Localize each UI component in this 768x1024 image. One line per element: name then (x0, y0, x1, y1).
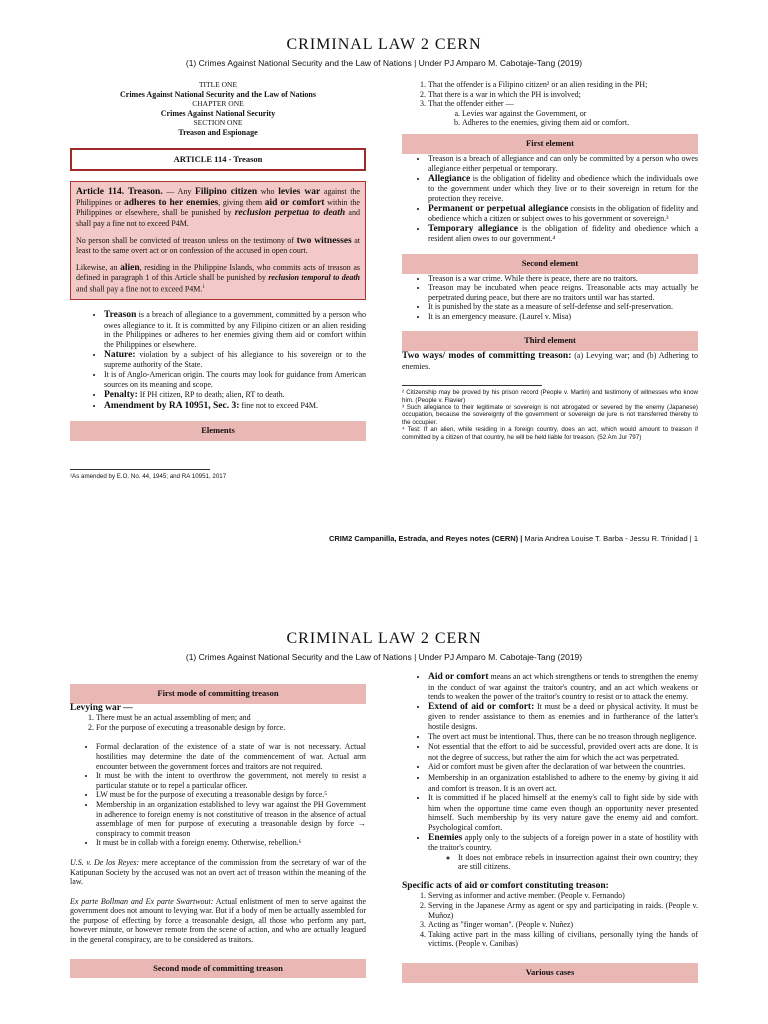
article-emph: adheres to her enemies (124, 197, 219, 208)
list-item: ◦ It does not embrace rebels in insurrection against their own country; they are still citizens. (458, 853, 698, 872)
enemies-sublist (428, 853, 698, 872)
chapter-one-name: Crimes Against National Security (160, 108, 276, 118)
bullet-bold: Nature: (104, 349, 136, 360)
list-item (104, 401, 366, 412)
sub-elements-list (428, 109, 698, 128)
bullet-text: means an act which strengthens or tends to strengthen the enemy in the conduct of war against the traitor's country, and an act which weakens or tends to weaken the power of the traitor's country to resist or to attack the enemy. (428, 672, 699, 702)
list-item: • Formal declaration of the existence of a state of war is not necessary. Actual hostilities may determine the date of the commencement of war. Actual arm encounter between the government forces and traitors are not required. (96, 742, 366, 771)
footnote-divider (70, 469, 210, 470)
page2-left-column (70, 684, 366, 978)
bullet-text: It must be a deed or physical activity. It must be given to render assistance to them as enemies and in furtherance of the latter's hostile designs. (428, 701, 698, 731)
elements-band: Elements (70, 421, 366, 441)
bullet-bold: Temporary allegiance (428, 223, 518, 234)
bullet-text: It is of Anglo-American origin. The courts may look for guidance from American sources on its meaning and scope. (104, 369, 366, 390)
chapter-one-label: CHAPTER ONE (192, 99, 244, 109)
bullet-bold: Aid or comfort (428, 672, 489, 682)
list-item (428, 672, 698, 702)
list-item (428, 174, 698, 204)
levying-war-bullets (70, 742, 366, 848)
page-title: CRIMINAL LAW 2 CERN (286, 630, 482, 647)
modes-text: (a) Levying war; and (b) Adhering to enemies. (402, 351, 698, 371)
list-item (104, 310, 366, 349)
list-item: • It is an emergency measure. (Laurel v. Misa) (428, 312, 698, 322)
article-paragraph-3 (76, 263, 360, 294)
list-item: • It is punished by the state as a measure of self-defense and self-preservation. (428, 302, 698, 312)
list-item: a. Levies war against the Government, or (462, 109, 698, 119)
bullet-bold: Amendment by RA 10951, Sec. 3: (104, 400, 240, 411)
list-item: 2. That there is a war in which the PH is involved; (428, 90, 698, 100)
list-item: • Treason is a war crime. While there is peace, there are no traitors. (428, 274, 698, 284)
third-element-text (402, 351, 698, 371)
list-item: 2. Serving in the Japanese Army as agent or spy and participating in raids. (People v. Muñoz) (428, 901, 698, 920)
article-box: ARTICLE 114 - Treason (70, 148, 366, 172)
first-element-band: First element (402, 134, 698, 154)
bullet-text: Treason is a breach of allegiance and can only be committed by a person who owes allegiance either perpetual or temporary. (428, 153, 698, 174)
article-emph: Filipino citizen (195, 187, 258, 198)
article-emph: reclusion perpetua to death (234, 208, 346, 219)
bullet-bold: Allegiance (428, 173, 471, 184)
bullet-bold: Extend of aid or comfort: (428, 701, 535, 712)
page-footer (280, 534, 698, 543)
footer-text: Maria Andrea Louise T. Barba - Jessu R. Trinidad | 1 (522, 534, 698, 543)
list-item: 1. There must be an actual assembling of men; and (96, 713, 366, 723)
levying-war-heading: Levying war — (70, 702, 133, 713)
list-item (104, 370, 366, 390)
bullet-text: The overt act must be intentional. Thus, there can be no treason through negligence. (428, 731, 697, 741)
case-de-los-reyes (70, 858, 366, 887)
article-text: No person shall be convicted of treason unless on the testimony of (76, 235, 297, 245)
bullet-text: is the obligation of fidelity and obedience which a resident alien owes to our government.⁴ (428, 223, 698, 244)
article-emph: two witnesses (296, 235, 352, 246)
second-mode-band: Second mode of committing treason (70, 959, 366, 979)
footnote-3: ³ Such allegiance to their legitimate or sovereign is not abrogated or severed by the enemy (Japanese) occupation, because the sovereignty of the government or sovereign de jure is not transferred thereby to the occupier. (402, 404, 698, 426)
levying-war-list (70, 713, 366, 732)
page-subtitle: (1) Crimes Against National Security and the Law of Nations | Under PJ Amparo M. Cabotaje-Tang (2019) (185, 58, 583, 68)
page-subtitle: (1) Crimes Against National Security and the Law of Nations | Under PJ Amparo M. Cabotaje-Tang (2019) (185, 652, 583, 662)
title-one-label: TITLE ONE (198, 80, 238, 89)
case-name: U.S. v. De los Reyes: (70, 857, 140, 867)
list-item (428, 204, 698, 224)
article-paragraph-2 (76, 236, 360, 256)
footnote-1: ¹As amended by E.O. No. 44, 1945; and RA 10951, 2017 (70, 472, 227, 480)
list-item (428, 732, 698, 743)
aid-comfort-bullets (402, 672, 698, 872)
footnote-4: ⁴ Test: If an alien, while residing in a foreign country, does an act, which would amount to treason if committed by a citizen of that country, he will be held liable for treason. (52 Am Jur 797) (402, 426, 698, 441)
list-item: • Treason may be incubated when peace reigns. Treasonable acts may actually be perpetrated during peace, but there are no traitors until war has started. (428, 283, 698, 302)
list-item (428, 793, 698, 832)
list-item (428, 833, 698, 872)
article-emph: levies war (278, 187, 321, 198)
list-item: • Membership in an organization established to levy war against the PH Government in adherence to foreign enemy is not constitutive of treason in the absence of actual assemblage of men for purpose of executing a treasonable design by force → conspiracy to commit treason (96, 800, 366, 838)
footer-bold: CRIM2 Campanilla, Estrada, and Reyes notes (CERN) | (328, 534, 523, 543)
list-item (428, 154, 698, 174)
list-item: 1. That the offender is a Filipino citizen² or an alien residing in the PH; (428, 80, 698, 90)
article-text-box (70, 181, 366, 300)
modes-label: Two ways/ modes of committing treason: (402, 351, 572, 362)
list-item: 1. Serving as informer and active member. (People v. Fernando) (428, 891, 698, 901)
page-gap (0, 560, 768, 618)
bullet-text: violation by a subject of his allegiance to his sovereign or to the supreme authority of the State. (104, 349, 366, 370)
list-item (428, 702, 698, 732)
page-2 (0, 618, 768, 1024)
article-text: at least to the same overt act or on confession of the accused in open court. (76, 235, 361, 256)
article-text: — Any (162, 187, 196, 197)
article-emph: alien (120, 262, 140, 273)
page1-right-column (402, 80, 698, 441)
specific-acts-heading: Specific acts of aid or comfort constituting treason: (402, 880, 609, 891)
article-text: against the Philippines or (76, 187, 360, 207)
bullet-text: fine not to exceed P4M. (239, 400, 319, 410)
specific-acts-list (402, 891, 698, 949)
third-element-band: Third element (402, 331, 698, 351)
article-text: who (257, 187, 279, 197)
case-bollman (70, 897, 366, 945)
section-one-name: Treason and Espionage (178, 127, 258, 137)
list-item (428, 742, 698, 762)
bullet-text: It is committed if he placed himself at the enemy's call to fight side by side with him when the opportune time came even though an opportunity never presented himself. Such membership by its very nature gave the enemy aid and comfort. Psychological comfort. (428, 793, 698, 832)
list-item (428, 762, 698, 773)
footnote-ref: 1 (202, 284, 205, 290)
first-mode-band: First mode of committing treason (70, 684, 366, 704)
section-one-label: SECTION ONE (193, 118, 243, 128)
list-item: • It must be in collab with a foreign enemy. Otherwise, rebellion.⁶ (96, 838, 366, 848)
bullet-bold: Treason (104, 310, 137, 321)
footnote-2: ² Citizenship may be proved by his prison record (People v. Martin) and testimony of witnesses who know him. (People v. Flavier) (402, 389, 698, 404)
page2-right-column (402, 672, 698, 983)
article-text: and shall pay a fine not to exceed P4M. (76, 208, 360, 228)
list-item (104, 390, 366, 401)
case-name: Ex parte Bollman and Ex parte Swartwout: (70, 896, 214, 906)
list-item (428, 224, 698, 244)
bullet-text: If PH citizen, RP to death; alien, RT to death. (137, 389, 285, 399)
article-heading: Article 114. Treason. (76, 187, 163, 198)
bullet-text: consists in the obligation of fidelity and obedience which a citizen or subject owes to his government or sovereign.³ (428, 203, 699, 224)
list-item: b. Adheres to the enemies, giving them aid or comfort. (462, 118, 698, 128)
page1-left-column (70, 80, 366, 480)
list-item (428, 99, 698, 128)
article-paragraph-1 (76, 187, 360, 228)
bullet-text: Not essential that the effort to aid be successful, provided overt acts are done. It is not the degree of success, but rather the aim for which the act was perpetrated. (428, 742, 698, 762)
bullet-text: apply only to the subjects of a foreign power in a state of hostility with the traitor's country. (428, 832, 698, 853)
bullet-text: is a breach of allegiance to a government, committed by a person who owes allegiance to it. It is committed by any Filipino citizen or an alien residing in the Philippines or adheres to her enemies giving them aid or comfort within the Philippines or elsewhere. (104, 310, 366, 349)
bullet-bold: Penalty: (104, 389, 138, 400)
article-text: , giving them (218, 197, 265, 207)
list-item (428, 773, 698, 793)
list-item (104, 350, 366, 370)
treason-bullets (70, 310, 366, 411)
second-element-band: Second element (402, 254, 698, 274)
second-element-bullets (402, 274, 698, 322)
first-element-bullets (402, 154, 698, 244)
article-text: Likewise, an (76, 262, 121, 272)
bullet-bold: Enemies (428, 832, 463, 843)
various-cases-band: Various cases (402, 963, 698, 983)
title-one-name: Crimes Against National Security and the Law of Nations (119, 89, 316, 99)
article-text: within the Philippines or elsewhere, shall be punished by (76, 197, 360, 218)
bullet-text: is the obligation of fidelity and obedience which the individuals owe to the government under which they live or to their sovereign in return for the protection they receive. (428, 173, 698, 203)
article-emph: aid or comfort (264, 197, 325, 208)
article-emph: reclusion temporal to death (268, 273, 361, 283)
list-item-text: That the offender either — (428, 99, 514, 109)
article-text: and shall pay a fine not to exceed P4M. (76, 284, 203, 294)
list-item: 3. Acting as "finger woman". (People v. Nuñez) (428, 920, 698, 930)
page-title: CRIMINAL LAW 2 CERN (286, 36, 482, 53)
list-item: 4. Taking active part in the mass killing of civilians, personally tying the hands of victims. (People v. Canibas) (428, 930, 698, 949)
bullet-text: Membership in an organization established to adhere to the enemy by giving it aid and comfort is treason. It is an overt act. (428, 772, 698, 793)
footnote-divider (402, 385, 542, 386)
list-item: • It must be with the intent to overthrow the government, not merely to resist a particular statute or to repel a particular officer. (96, 771, 366, 790)
elements-list (402, 80, 698, 128)
article-text: , residing in the Philippine Islands, who commits acts of treason as defined in paragraph 1 of this Article shall be punished by (76, 262, 361, 283)
list-item: • LW must be for the purpose of executing a treasonable design by force.⁵ (96, 790, 366, 800)
bullet-text: Aid or comfort must be given after the declaration of war between the countries. (428, 762, 686, 772)
list-item: 2. For the purpose of executing a treasonable design by force. (96, 723, 366, 733)
case-text: Actual enlistment of men to serve against the government does not amount to levying war. But if a body of men be actually assembled for the purpose of effecting by force a treasonable design, all those who perform any part, however minute, or however remote from the scene of action, and who are actually leagued in the general conspiracy, are to be considered as traitors. (70, 896, 366, 945)
bullet-bold: Permanent or perpetual allegiance (428, 203, 569, 214)
case-text: mere acceptance of the commission from the secretary of war of the Katipunan Society by the accused was not an overt act of treason within the meaning of the law. (70, 857, 366, 887)
